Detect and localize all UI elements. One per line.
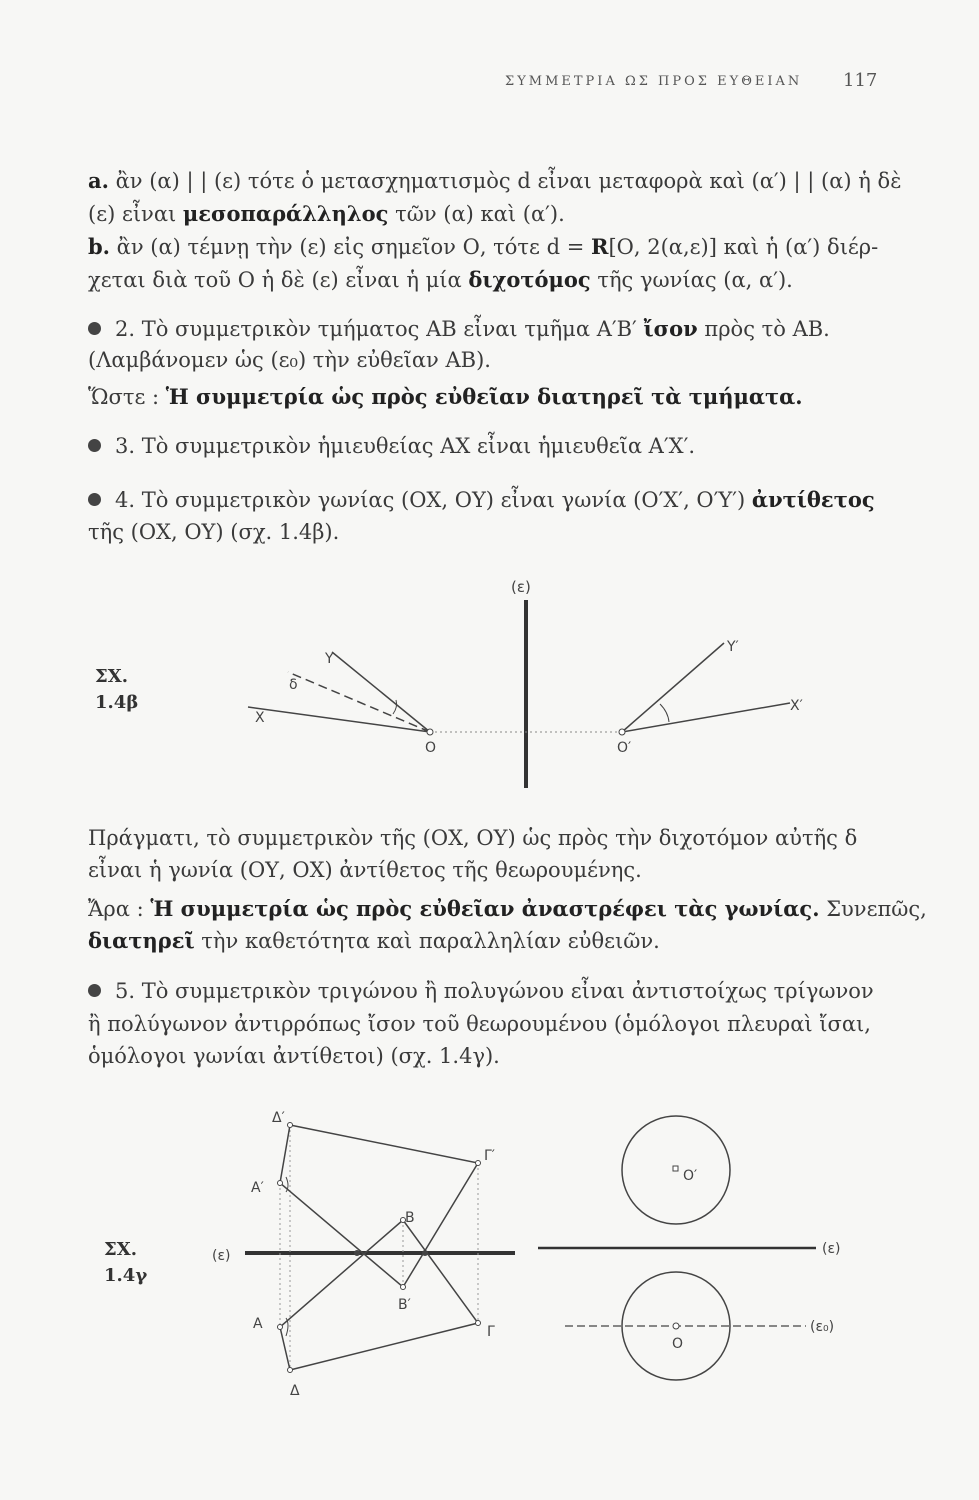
label-x: X xyxy=(255,710,265,726)
label-a-prime: Α′ xyxy=(251,1180,264,1196)
intersection-2 xyxy=(422,1250,428,1256)
term-ison: ἴσον xyxy=(643,316,698,341)
para-2-pre: 2. Τὸ συμμετρικὸν τμήματος ΑΒ εἶναι τμῆμα Α′Β′ xyxy=(115,317,644,341)
vertex-b-prime xyxy=(401,1285,406,1290)
label-eps0: (ε₀) xyxy=(810,1319,835,1335)
para-2-conclusion-pre: Ὥστε : xyxy=(88,385,166,409)
para-4-pre: 4. Τὸ συμμετρικὸν γωνίας (ΟΧ, ΟΥ) εἶναι γωνία (Ο′Χ′, Ο′Υ′) xyxy=(115,488,752,512)
polygon-lower xyxy=(280,1220,478,1370)
figure-1-label-a: ΣΧ. xyxy=(95,666,128,687)
vertex-a-prime xyxy=(278,1181,283,1186)
vertex-a xyxy=(278,1325,283,1330)
label-o: O xyxy=(672,1336,684,1352)
center-o-prime xyxy=(673,1166,678,1171)
page-number: 117 xyxy=(843,70,878,91)
item-a-label: a. xyxy=(88,168,109,193)
para-5-text-1: 5. Τὸ συμμετρικὸν τριγώνου ἢ πολυγώνου εἶναι ἀντιστοίχως τρίγωνον xyxy=(115,979,874,1003)
para-conclusion-post: Συνεπῶς, xyxy=(819,897,927,921)
label-eps: (ε) xyxy=(511,578,531,596)
label-b: B xyxy=(405,1210,415,1226)
vertex-gamma xyxy=(476,1321,481,1326)
figure-1-label-b: 1.4β xyxy=(95,692,139,713)
para-2-line-2: (Λαμβάνομεν ὡς (ε₀) τὴν εὐθεῖαν ΑΒ). xyxy=(88,348,491,372)
vertex-delta-prime xyxy=(288,1123,293,1128)
item-a2-pre: (ε) εἶναι xyxy=(88,202,183,226)
figure-2-label-a: ΣΧ. xyxy=(104,1239,137,1260)
term-dichotomos: διχοτόμος xyxy=(468,267,591,292)
para-5-line-3: ὁμόλογοι γωνίαι ἀντίθετοι) (σχ. 1.4γ). xyxy=(88,1044,500,1068)
theorem-angles: Ἡ συμμετρία ὡς πρὸς εὐθεῖαν ἀναστρέφει τὰς γωνίας. xyxy=(150,896,820,921)
vertex-delta xyxy=(288,1368,293,1373)
label-delta: δ xyxy=(289,677,298,693)
term-diatirei: διατηρεῖ xyxy=(88,928,195,953)
center-o xyxy=(673,1323,679,1329)
item-a2-post: τῶν (α) καὶ (α′). xyxy=(388,202,565,226)
label-y-prime: Y′ xyxy=(727,639,739,655)
label-eps-right: (ε) xyxy=(822,1241,841,1257)
item-b2-post: τῆς γωνίας (α, α′). xyxy=(590,268,793,292)
item-b2-pre: χεται διὰ τοῦ Ο ἡ δὲ (ε) εἶναι ἡ μία xyxy=(88,268,469,292)
theorem-segments: Ἡ συμμετρία ὡς πρὸς εὐθεῖαν διατηρεῖ τὰ τμήματα. xyxy=(165,384,803,409)
intersection-1 xyxy=(354,1250,360,1256)
label-delta-prime: Δ′ xyxy=(272,1110,285,1126)
running-header: ΣΥΜΜΕΤΡΙΑ ΩΣ ΠΡΟΣ ΕΥΘΕΙΑΝ xyxy=(505,74,803,89)
label-y: Y xyxy=(325,651,334,667)
item-b1-post: [Ο, 2(α,ε)] καὶ ἡ (α′) διέρ- xyxy=(608,235,879,259)
label-a: Α xyxy=(253,1316,263,1332)
label-o: O xyxy=(425,740,437,756)
label-delta: Δ xyxy=(290,1383,300,1399)
label-eps-left: (ε) xyxy=(212,1248,231,1264)
label-o-prime: O′ xyxy=(683,1168,698,1184)
para-proof-line-2: εἶναι ἡ γωνία (ΟΥ, ΟΧ) ἀντίθετος τῆς θεωρουμένης. xyxy=(88,858,642,882)
para-3-text: 3. Τὸ συμμετρικὸν ἡμιευθείας ΑΧ εἶναι ἡμιευθεῖα Α′Χ′. xyxy=(115,434,696,458)
rotation-symbol: R xyxy=(591,234,609,259)
arc-a-prime xyxy=(286,1177,288,1192)
label-gamma-prime: Γ′ xyxy=(484,1148,495,1164)
term-mesoparallilos: μεσοπαράλληλος xyxy=(182,201,389,226)
label-x-prime: X′ xyxy=(790,698,803,714)
label-gamma: Γ xyxy=(487,1324,495,1340)
polygon-upper xyxy=(280,1125,478,1287)
term-antithetos: ἀντίθετος xyxy=(751,487,875,512)
vertex-gamma-prime xyxy=(476,1161,481,1166)
item-b-label: b. xyxy=(88,234,110,259)
item-a-text: ἂν (α) | | (ε) τότε ὁ μετασχηματισμὸς d εἶναι μεταφορὰ καὶ (α′) | | (α) ἡ δὲ xyxy=(108,169,902,193)
figure-2-label-b: 1.4γ xyxy=(104,1265,148,1286)
item-b1-pre: ἂν (α) τέμνῃ τὴν (ε) εἰς σημεῖον Ο, τότε d = xyxy=(110,235,591,259)
para-5-line-2: ἢ πολύγωνον ἀντιρρόπως ἴσον τοῦ θεωρουμένου (ὁμόλογοι πλευραὶ ἴσαι, xyxy=(88,1012,871,1036)
para-conclusion-pre: Ἄρα : xyxy=(88,897,151,921)
para-proof-line-1: Πράγματι, τὸ συμμετρικὸν τῆς (ΟΧ, ΟΥ) ὡς πρὸς τὴν διχοτόμον αὐτῆς δ xyxy=(88,826,858,850)
para-conclusion-post-2: τὴν καθετότητα καὶ παραλληλίαν εὐθειῶν. xyxy=(194,929,660,953)
label-b-prime: B′ xyxy=(398,1297,411,1313)
para-4-line-2: τῆς (ΟΧ, ΟΥ) (σχ. 1.4β). xyxy=(88,520,340,544)
para-2-post: πρὸς τὸ ΑΒ. xyxy=(697,317,830,341)
label-o-prime: O′ xyxy=(617,740,632,756)
